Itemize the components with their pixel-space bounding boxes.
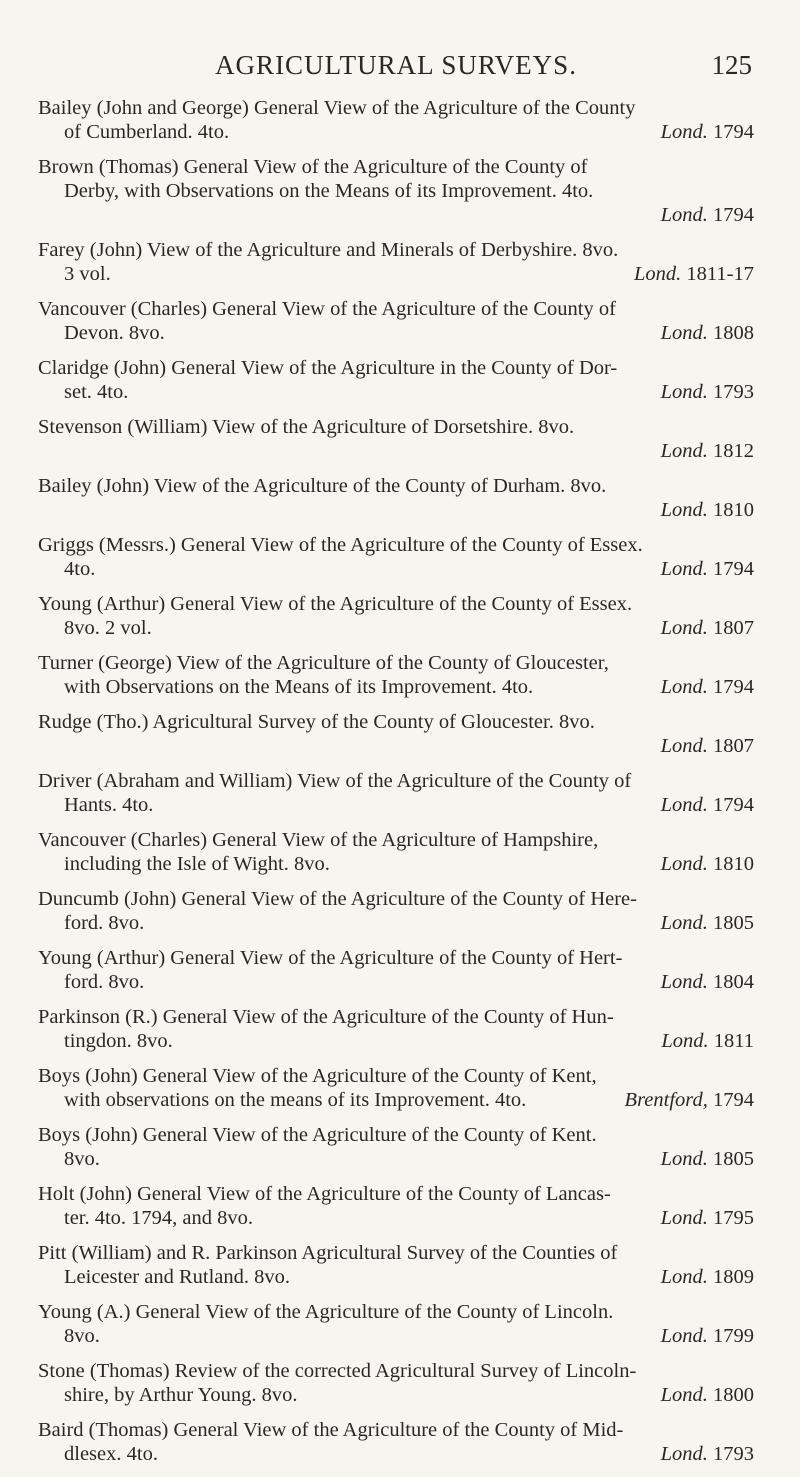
entry-text: of Cumberland. 4to.: [64, 121, 230, 143]
entry-text: Claridge (John) General View of the Agriculture in the County of Dor-: [38, 357, 618, 379]
entry-imprint: [661, 1029, 754, 1053]
page-header: [40, 50, 752, 90]
entry-imprint: [661, 204, 754, 226]
entry-line: [38, 1029, 754, 1053]
imprint-place: Lond.: [660, 499, 708, 521]
bibliography-entry: [38, 96, 754, 144]
bibliography-entry: [38, 474, 754, 522]
entry-line: [38, 203, 754, 227]
entry-text: Derby, with Observations on the Means of its Improvement. 4to.: [64, 180, 594, 202]
imprint-place: Lond.: [660, 440, 708, 462]
entry-imprint: [661, 321, 754, 345]
entry-line: [38, 946, 754, 970]
bibliography-entry: [38, 1123, 754, 1171]
entry-imprint: [661, 1324, 754, 1348]
entry-line: [38, 439, 754, 463]
entry-imprint: [661, 380, 754, 404]
entry-line: [38, 474, 754, 498]
imprint-year: 1808: [713, 322, 754, 344]
imprint-year: 1807: [713, 617, 754, 639]
bibliography-entry: [38, 356, 754, 404]
entry-text: ford. 8vo.: [64, 971, 145, 993]
entry-line: [38, 1241, 754, 1265]
imprint-place: Lond.: [660, 1266, 708, 1288]
imprint-place: Lond.: [660, 558, 708, 580]
entry-line: [38, 321, 754, 345]
imprint-year: 1811-17: [686, 263, 754, 285]
entry-text: Turner (George) View of the Agriculture of the County of Gloucester,: [38, 652, 609, 674]
entry-imprint: [661, 1265, 754, 1289]
entry-text: Griggs (Messrs.) General View of the Agriculture of the County of Essex.: [38, 534, 643, 556]
imprint-place: Lond.: [660, 381, 708, 403]
imprint-place: Lond.: [660, 1148, 708, 1170]
entry-line: [38, 1088, 754, 1112]
entry-line: [38, 734, 754, 758]
bibliography-entry: [38, 710, 754, 758]
entry-line: [38, 155, 754, 179]
entry-imprint: [661, 1442, 754, 1466]
entry-line: [38, 828, 754, 852]
entry-imprint: [634, 262, 754, 286]
imprint-place: Lond.: [660, 617, 708, 639]
entry-line: [38, 1182, 754, 1206]
entry-line: [38, 238, 754, 262]
entry-line: [38, 380, 754, 404]
entry-line: [38, 769, 754, 793]
entry-imprint: [661, 120, 754, 144]
entry-line: [38, 1064, 754, 1088]
entry-text: with Observations on the Means of its Improvement. 4to.: [64, 676, 534, 698]
bibliography-entry: [38, 415, 754, 463]
imprint-year: 1809: [713, 1266, 754, 1288]
entry-line: [38, 1300, 754, 1324]
entry-line: [38, 852, 754, 876]
entry-text: Young (Arthur) General View of the Agriculture of the County of Essex.: [38, 593, 633, 615]
entry-text: shire, by Arthur Young. 8vo.: [64, 1384, 298, 1406]
bibliography-entry: [38, 1182, 754, 1230]
entry-line: [38, 1324, 754, 1348]
entry-line: [38, 415, 754, 439]
imprint-place: Lond.: [660, 735, 708, 757]
entry-text: Brown (Thomas) General View of the Agriculture of the County of: [38, 156, 588, 178]
entry-text: dlesex. 4to.: [64, 1443, 158, 1465]
entry-text: ford. 8vo.: [64, 912, 145, 934]
imprint-year: 1794: [713, 794, 754, 816]
imprint-year: 1794: [713, 1089, 754, 1111]
entry-text: Farey (John) View of the Agriculture and Minerals of Derbyshire. 8vo.: [38, 239, 619, 261]
bibliography-entry: [38, 1300, 754, 1348]
entry-text: Leicester and Rutland. 8vo.: [64, 1266, 291, 1288]
entry-line: [38, 262, 754, 286]
imprint-place: Lond.: [660, 971, 708, 993]
imprint-year: 1805: [713, 912, 754, 934]
entry-text: ter. 4to. 1794, and 8vo.: [64, 1207, 254, 1229]
bibliography-list: [38, 96, 754, 1477]
entry-imprint: [661, 1206, 754, 1230]
entry-line: [38, 533, 754, 557]
entry-line: [38, 557, 754, 581]
entry-text: Bailey (John and George) General View of the Agriculture of the County: [38, 97, 636, 119]
entry-text: tingdon. 8vo.: [64, 1030, 173, 1052]
entry-text: Holt (John) General View of the Agriculture of the County of Lancas-: [38, 1183, 611, 1205]
entry-text: Driver (Abraham and William) View of the Agriculture of the County of: [38, 770, 632, 792]
entry-line: [38, 1359, 754, 1383]
entry-text: Young (A.) General View of the Agriculture of the County of Lincoln.: [38, 1301, 614, 1323]
imprint-place: Lond.: [660, 1384, 708, 1406]
entry-text: Boys (John) General View of the Agriculture of the County of Kent,: [38, 1065, 597, 1087]
imprint-place: Lond.: [660, 121, 708, 143]
entry-text: Vancouver (Charles) General View of the Agriculture of the County of: [38, 298, 616, 320]
entry-imprint: [661, 735, 754, 757]
entry-text: Young (Arthur) General View of the Agriculture of the County of Hert-: [38, 947, 623, 969]
entry-text: Parkinson (R.) General View of the Agriculture of the County of Hun-: [38, 1006, 614, 1028]
imprint-year: 1800: [713, 1384, 754, 1406]
imprint-year: 1804: [713, 971, 754, 993]
entry-text: Stevenson (William) View of the Agriculture of Dorsetshire. 8vo.: [38, 416, 575, 438]
entry-text: set. 4to.: [64, 381, 129, 403]
entry-imprint: [661, 557, 754, 581]
entry-line: [38, 356, 754, 380]
imprint-year: 1795: [713, 1207, 754, 1229]
imprint-year: 1794: [713, 204, 754, 226]
entry-imprint: [661, 440, 754, 462]
entry-text: Rudge (Tho.) Agricultural Survey of the County of Gloucester. 8vo.: [38, 711, 595, 733]
imprint-year: 1812: [713, 440, 754, 462]
entry-line: [38, 1206, 754, 1230]
entry-text: Stone (Thomas) Review of the corrected Agricultural Survey of Lincoln-: [38, 1360, 637, 1382]
entry-line: [38, 911, 754, 935]
entry-imprint: [661, 970, 754, 994]
bibliography-entry: [38, 887, 754, 935]
bibliography-entry: [38, 1418, 754, 1466]
bibliography-entry: [38, 297, 754, 345]
imprint-place: Lond.: [660, 912, 708, 934]
entry-imprint: [661, 675, 754, 699]
imprint-year: 1810: [713, 853, 754, 875]
imprint-place: Lond.: [660, 204, 708, 226]
imprint-place: Lond.: [660, 676, 708, 698]
imprint-year: 1805: [713, 1148, 754, 1170]
bibliography-entry: [38, 1005, 754, 1053]
entry-imprint: [661, 499, 754, 521]
entry-line: [38, 1123, 754, 1147]
entry-text: Hants. 4to.: [64, 794, 154, 816]
imprint-year: 1811: [713, 1030, 754, 1052]
entry-line: [38, 1265, 754, 1289]
entry-line: [38, 1147, 754, 1171]
imprint-year: 1794: [713, 558, 754, 580]
entry-line: [38, 651, 754, 675]
entry-line: [38, 793, 754, 817]
imprint-year: 1794: [713, 121, 754, 143]
imprint-year: 1810: [713, 499, 754, 521]
imprint-place: Lond.: [661, 1030, 709, 1052]
entry-text: Baird (Thomas) General View of the Agriculture of the County of Mid-: [38, 1419, 624, 1441]
imprint-year: 1793: [713, 381, 754, 403]
imprint-place: Lond.: [634, 263, 682, 285]
bibliography-entry: [38, 238, 754, 286]
imprint-year: 1794: [713, 676, 754, 698]
entry-line: [38, 675, 754, 699]
imprint-year: 1799: [713, 1325, 754, 1347]
imprint-year: 1793: [713, 1443, 754, 1465]
imprint-place: Lond.: [660, 1325, 708, 1347]
entry-imprint: [661, 911, 754, 935]
entry-text: 8vo. 2 vol.: [64, 617, 152, 639]
entry-line: [38, 710, 754, 734]
entry-line: [38, 498, 754, 522]
running-title: AGRICULTURAL SURVEYS.: [215, 50, 577, 80]
bibliography-entry: [38, 651, 754, 699]
entry-line: [38, 1442, 754, 1466]
entry-text: Vancouver (Charles) General View of the Agriculture of Hampshire,: [38, 829, 599, 851]
bibliography-entry: [38, 1064, 754, 1112]
entry-line: [38, 96, 754, 120]
entry-line: [38, 1383, 754, 1407]
entry-text: 3 vol.: [64, 263, 111, 285]
entry-imprint: [661, 793, 754, 817]
entry-text: including the Isle of Wight. 8vo.: [64, 853, 330, 875]
entry-imprint: [661, 1147, 754, 1171]
entry-line: [38, 120, 754, 144]
imprint-year: 1807: [713, 735, 754, 757]
entry-text: Duncumb (John) General View of the Agriculture of the County of Here-: [38, 888, 637, 910]
entry-text: Boys (John) General View of the Agriculture of the County of Kent.: [38, 1124, 597, 1146]
entry-text: 4to.: [64, 558, 96, 580]
entry-text: 8vo.: [64, 1148, 100, 1170]
entry-line: [38, 297, 754, 321]
entry-line: [38, 616, 754, 640]
entry-line: [38, 970, 754, 994]
imprint-place: Lond.: [660, 853, 708, 875]
entry-line: [38, 1005, 754, 1029]
imprint-place: Lond.: [660, 1443, 708, 1465]
imprint-place: Lond.: [660, 1207, 708, 1229]
entry-text: 8vo.: [64, 1325, 100, 1347]
entry-line: [38, 1418, 754, 1442]
bibliography-entry: [38, 828, 754, 876]
entry-line: [38, 592, 754, 616]
imprint-place: Lond.: [660, 322, 708, 344]
imprint-place: Brentford,: [624, 1089, 708, 1111]
entry-imprint: [661, 1383, 754, 1407]
bibliography-entry: [38, 155, 754, 227]
entry-text: Devon. 8vo.: [64, 322, 165, 344]
entry-imprint: [625, 1088, 754, 1112]
bibliography-entry: [38, 769, 754, 817]
entry-line: [38, 179, 754, 203]
entry-text: with observations on the means of its Improvement. 4to.: [64, 1089, 527, 1111]
bibliography-entry: [38, 1359, 754, 1407]
imprint-place: Lond.: [660, 794, 708, 816]
page-number: 125: [711, 50, 752, 80]
entry-imprint: [661, 852, 754, 876]
bibliography-entry: [38, 592, 754, 640]
bibliography-entry: [38, 533, 754, 581]
entry-imprint: [661, 616, 754, 640]
bibliography-entry: [38, 946, 754, 994]
entry-text: Bailey (John) View of the Agriculture of the County of Durham. 8vo.: [38, 475, 607, 497]
bibliography-entry: [38, 1241, 754, 1289]
entry-text: Pitt (William) and R. Parkinson Agricultural Survey of the Counties of: [38, 1242, 618, 1264]
entry-line: [38, 887, 754, 911]
